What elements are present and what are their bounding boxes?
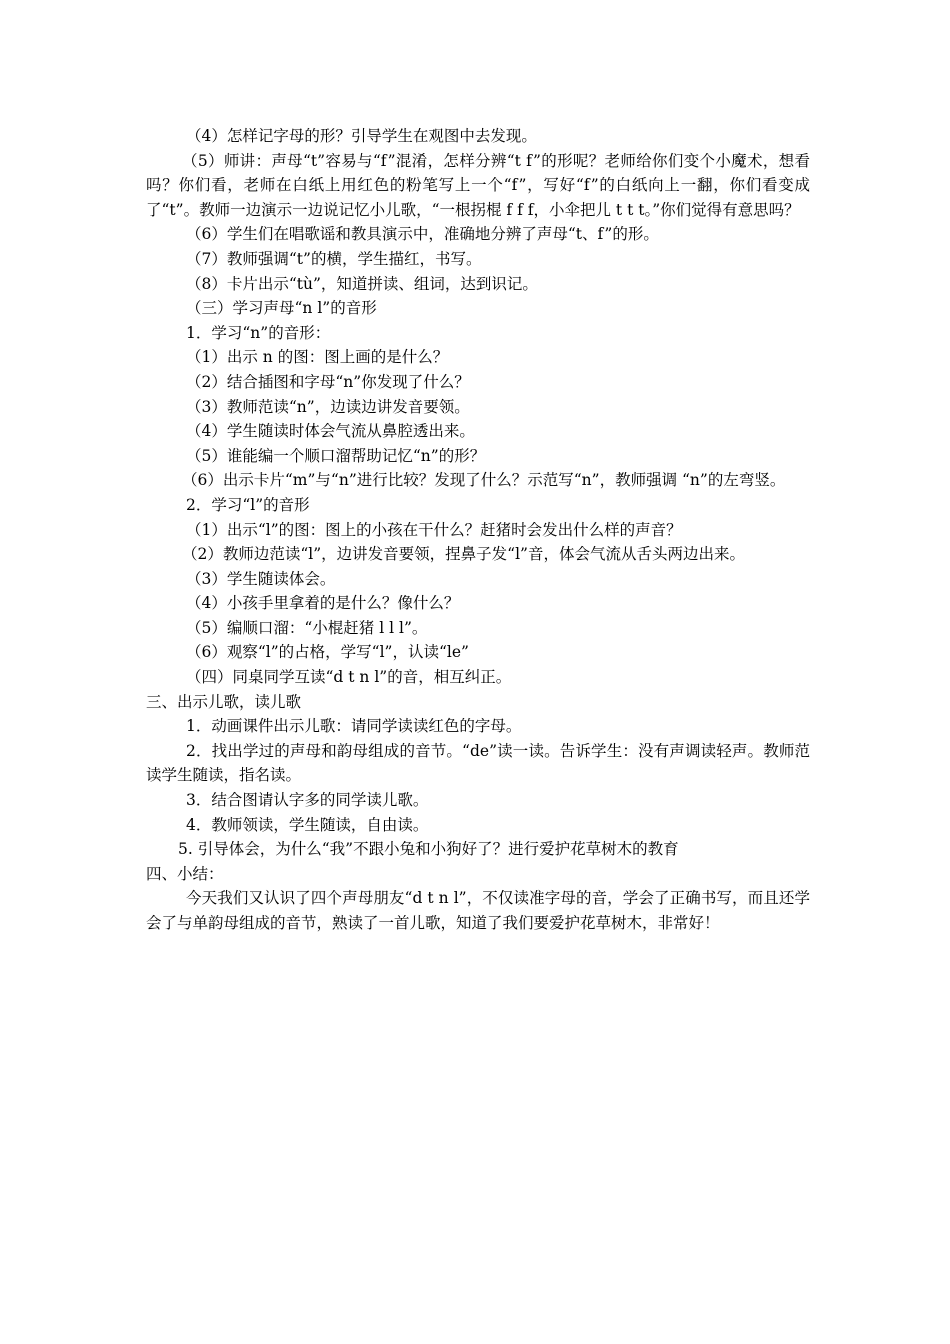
paragraph-25: 4．教师领读，学生随读，自由读。 <box>186 815 429 834</box>
paragraph-16: （3）学生随读体会。 <box>186 569 336 588</box>
paragraph-24: 3．结合图请认字多的同学读儿歌。 <box>186 791 429 810</box>
paragraph-2: （6）学生们在唱歌谣和教具演示中，准确地分辨了声母“t、f”的形。 <box>186 225 659 244</box>
paragraph-10: （4）学生随读时体会气流从鼻腔透出来。 <box>186 422 475 441</box>
subsection-heading: 2．学习“l”的音形 <box>186 495 310 514</box>
paragraph-3: （7）教师强调“t”的横，学生描红，书写。 <box>186 249 482 268</box>
summary-paragraph: 今天我们又认识了四个声母朋友“d t n l”，不仅读准字母的音，学会了正确书写，而且还学会了与单韵母组成的音节，熟读了一首儿歌，知道了我们要爱护花草树木，非常好！ <box>146 889 810 932</box>
paragraph-15: （2）教师边范读“l”，边讲发音要领，捏鼻子发“l”音，体会气流从舌头两边出来。 <box>182 545 745 564</box>
paragraph-11: （5）谁能编一个顺口溜帮助记忆“n”的形？ <box>186 446 486 465</box>
paragraph-7: （1）出示 n 的图：图上画的是什么？ <box>186 348 449 367</box>
paragraph-0: （4）怎样记字母的形？引导学生在观图中去发现。 <box>186 127 537 145</box>
paragraph-22: 1．动画课件出示儿歌：请同学读读红色的字母。 <box>186 717 522 736</box>
subsection-heading: 1．学习“n”的音形： <box>186 323 331 342</box>
paragraph-4: （8）卡片出示“tù”，知道拼读、组词，达到识记。 <box>186 274 538 293</box>
section-heading: （四）同桌同学互读“d t n l”的音，相互纠正。 <box>186 668 512 687</box>
paragraph-8: （2）结合插图和字母“n”你发现了什么？ <box>186 372 470 391</box>
paragraph-23: 2．找出学过的声母和韵母组成的音节。“de”读一读。告诉学生：没有声调读轻声。教师范读学生随读，指名读。 <box>146 741 810 785</box>
paragraph-9: （3）教师范读“n”，边读边讲发音要领。 <box>186 397 470 416</box>
paragraph-12: （6）出示卡片“m”与“n”进行比较？发现了什么？示范写“n”，教师强调 “n”的左弯竖。 <box>182 471 786 490</box>
section-heading: （三）学习声母“n l”的音形 <box>186 299 377 318</box>
chapter-heading: 四、小结： <box>146 864 224 883</box>
paragraph-19: （6）观察“l”的占格，学写“l”，认读“le” <box>186 643 469 662</box>
paragraph-14: （1）出示“l”的图：图上的小孩在干什么？赶猪时会发出什么样的声音？ <box>186 520 682 539</box>
paragraph-17: （4）小孩手里拿着的是什么？像什么？ <box>186 594 460 613</box>
paragraph-18: （5）编顺口溜：“小棍赶猪 l l l”。 <box>186 618 428 637</box>
document-body <box>146 124 810 936</box>
paragraph-26: 5. 引导体会，为什么“我”不跟小兔和小狗好了？进行爱护花草树木的教育 <box>178 840 679 859</box>
chapter-heading: 三、出示儿歌，读儿歌 <box>146 692 302 711</box>
paragraph-1: （5）师讲：声母“t”容易与“f”混淆，怎样分辨“t f”的形呢？老师给你们变个小魔术，想看吗？你们看，老师在白纸上用红色的粉笔写上一个“f”，写好“f”的白纸向上一翻，你们看变成了“t”。教师一边演示一边说记忆小儿歌，“一根拐棍 f f f，小伞把儿 t t t。”你们觉得有意思吗？ <box>146 151 810 219</box>
